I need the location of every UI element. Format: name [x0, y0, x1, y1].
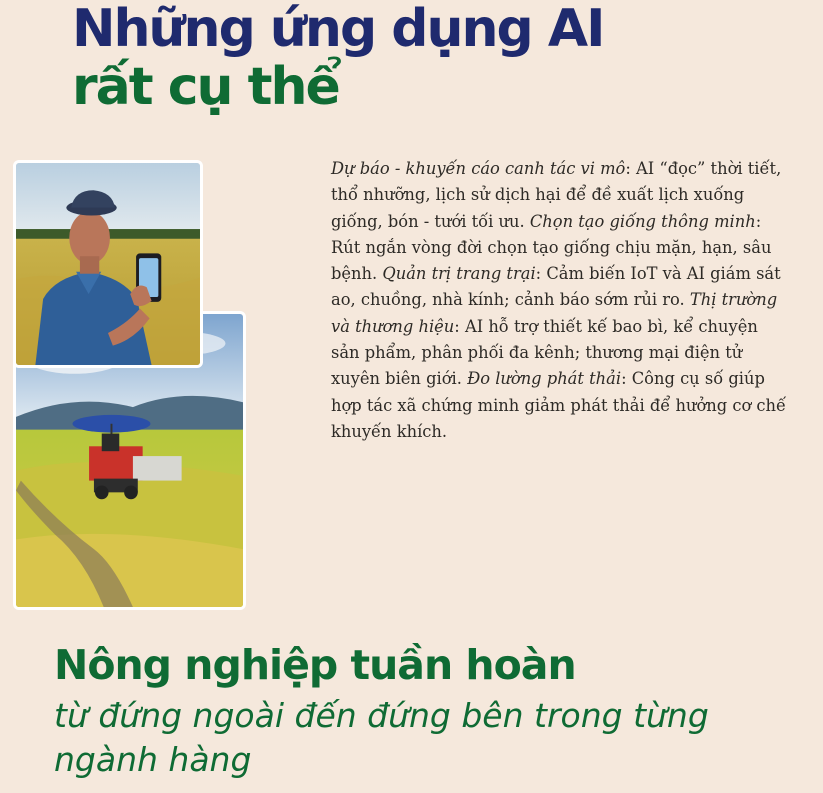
- topic-text-breeding: : Rút ngắn vòng đời chọn tạo giống chịu mặn, hạn, sâu bệnh.: [331, 211, 772, 284]
- farmer-with-smartphone-photo: [13, 160, 203, 368]
- article-paragraph: [331, 156, 791, 445]
- topic-text-market-brand: : AI hỗ trợ thiết kế bao bì, kể chuyện sản phẩm, phân phối đa kênh; thương mại điện tử xuyên biên giới.: [331, 316, 758, 389]
- topic-text-forecast: : AI “đọc” thời tiết, thổ nhưỡng, lịch sử dịch hại để đề xuất lịch xuống giống, bón - tưới tối ưu.: [331, 159, 782, 231]
- page-title-line2: rất cụ thể: [72, 57, 339, 117]
- topic-text-farm-management: : Cảm biến IoT và AI giám sát ao, chuồng, nhà kính; cảnh báo sớm rủi ro.: [331, 264, 781, 310]
- topic-label-emissions: Đo lường phát thải: [467, 369, 622, 389]
- topic-label-farm-management: Quản trị trang trại: [382, 264, 536, 284]
- page-title-line1: Những ứng dụng AI: [72, 0, 604, 59]
- section-heading: Nông nghiệp tuần hoàn: [54, 641, 576, 689]
- topic-text-emissions: : Công cụ số giúp hợp tác xã chứng minh giảm phát thải để hưởng cơ chế khuyến khích.: [331, 369, 787, 441]
- topic-label-market-brand: Thị trường và thương hiệu: [331, 290, 778, 336]
- topic-label-forecast: Dự báo - khuyến cáo canh tác vi mô: [331, 159, 626, 178]
- topic-label-breeding: Chọn tạo giống thông minh: [529, 211, 756, 231]
- section-subheading: từ đứng ngoài đến đứng bên trong từng ngành hàng: [54, 696, 709, 779]
